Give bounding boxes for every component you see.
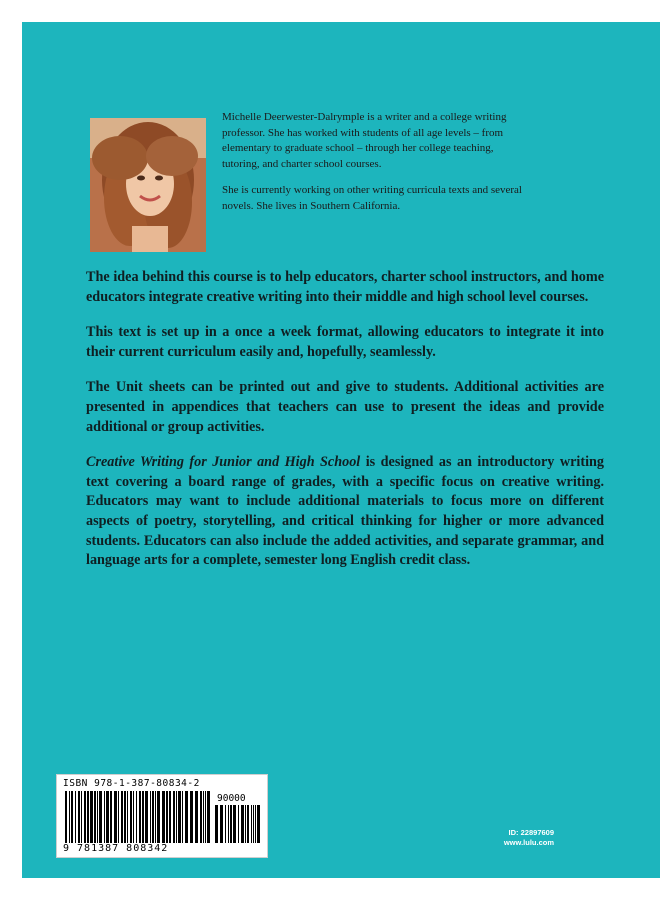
barcode-bar [195,791,198,843]
barcode-bar [251,805,252,843]
barcode-bar [114,791,117,843]
barcode-bar [182,791,183,843]
barcode-bar [233,805,236,843]
barcode-bar [142,791,144,843]
barcode-bar [176,791,177,843]
barcode-bar [99,791,102,843]
barcode-bar [253,805,254,843]
barcode-bar [121,791,123,843]
description-text: is designed as an introductory writing text covering a board range of grades, with a specific focus on creative writing. Educators may want to include additional materials to focus more on different aspects of poetry, storytelling, and critical thinking for higher or more advanced students. Educators can also include the added activities, and separate grammar, and language arts for a complete, semester long English credit class. [86,454,604,569]
barcode-bar [245,805,246,843]
barcode-bar [155,791,156,843]
barcode-bar [173,791,175,843]
barcode-bar [139,791,141,843]
barcode-bar [130,791,132,843]
book-title: Creative Writing for Junior and High School [86,454,361,471]
barcode-bar [220,805,223,843]
barcode-bar [69,791,70,843]
author-photo [90,118,206,252]
publisher-url: www.lulu.com [503,838,554,847]
barcode-digits: 9 781387 808342 [63,843,169,854]
author-portrait-image [90,118,206,252]
publisher-id: ID: 22897609 [508,828,554,837]
description-paragraph: The Unit sheets can be printed out and give to students. Additional activities are presented in appendices that teachers can use to present the ideas and provide additional or group activities. [86,379,604,435]
barcode-bar [106,791,109,843]
barcode-bar [257,805,260,843]
barcode-bar [118,791,119,843]
barcode-bar [124,791,126,843]
barcode-bar [207,791,210,843]
barcode-bar [71,791,73,843]
barcode-bar [178,791,181,843]
barcode-bar [203,791,204,843]
barcode-bar [238,805,239,843]
barcode-bar [185,791,188,843]
barcode-bar [152,791,154,843]
barcode-bar [247,805,249,843]
barcode-bar [157,791,160,843]
barcode-bar [75,791,76,843]
barcode-bar [81,791,82,843]
description-paragraph [86,453,604,571]
barcode-bar [150,791,151,843]
back-cover [22,22,660,878]
barcode-addon-bars [215,805,261,843]
barcode-bar [65,791,67,843]
barcode-bar [190,791,193,843]
barcode-bar [162,791,165,843]
barcode-bar [225,805,226,843]
barcode-bar [215,805,218,843]
barcode-bar [145,791,148,843]
barcode-bar [136,791,137,843]
publisher-info [492,828,554,848]
barcode-bar [110,791,112,843]
barcode-bar [97,791,98,843]
barcode-bar [133,791,134,843]
barcode-bar [104,791,105,843]
description-paragraph: The idea behind this course is to help educators, charter school instructors, and home educators integrate creative writing into their middle and high school level courses. [86,269,604,305]
barcode-bar [228,805,229,843]
barcode-bar [205,791,206,843]
isbn-number: ISBN 978-1-387-80834-2 [63,778,200,789]
barcode-bar [127,791,128,843]
barcode-bars [65,791,211,843]
barcode-bar [169,791,171,843]
description-paragraph: This text is set up in a once a week format, allowing educators to integrate it into their current curriculum easily and, hopefully, seamlessly. [86,324,604,360]
bio-paragraph: She is currently working on other writing curricula texts and several novels. She lives in Southern California. [222,184,522,212]
barcode-bar [78,791,80,843]
barcode-bar [84,791,86,843]
barcode-bar [255,805,256,843]
barcode-bar [241,805,244,843]
barcode-bar [94,791,96,843]
author-bio [222,110,522,225]
book-description [86,268,604,587]
price-code: 90000 [217,793,246,804]
barcode-bar [200,791,202,843]
barcode-bar [166,791,168,843]
barcode-bar [230,805,232,843]
barcode-bar [90,791,93,843]
bio-paragraph: Michelle Deerwester-Dalrymple is a writer and a college writing professor. She has worked with students of all age levels – from elementary to graduate school – through her college teaching, tutoring, and charter school courses. [222,111,507,170]
barcode-bar [87,791,89,843]
isbn-barcode [56,774,268,858]
